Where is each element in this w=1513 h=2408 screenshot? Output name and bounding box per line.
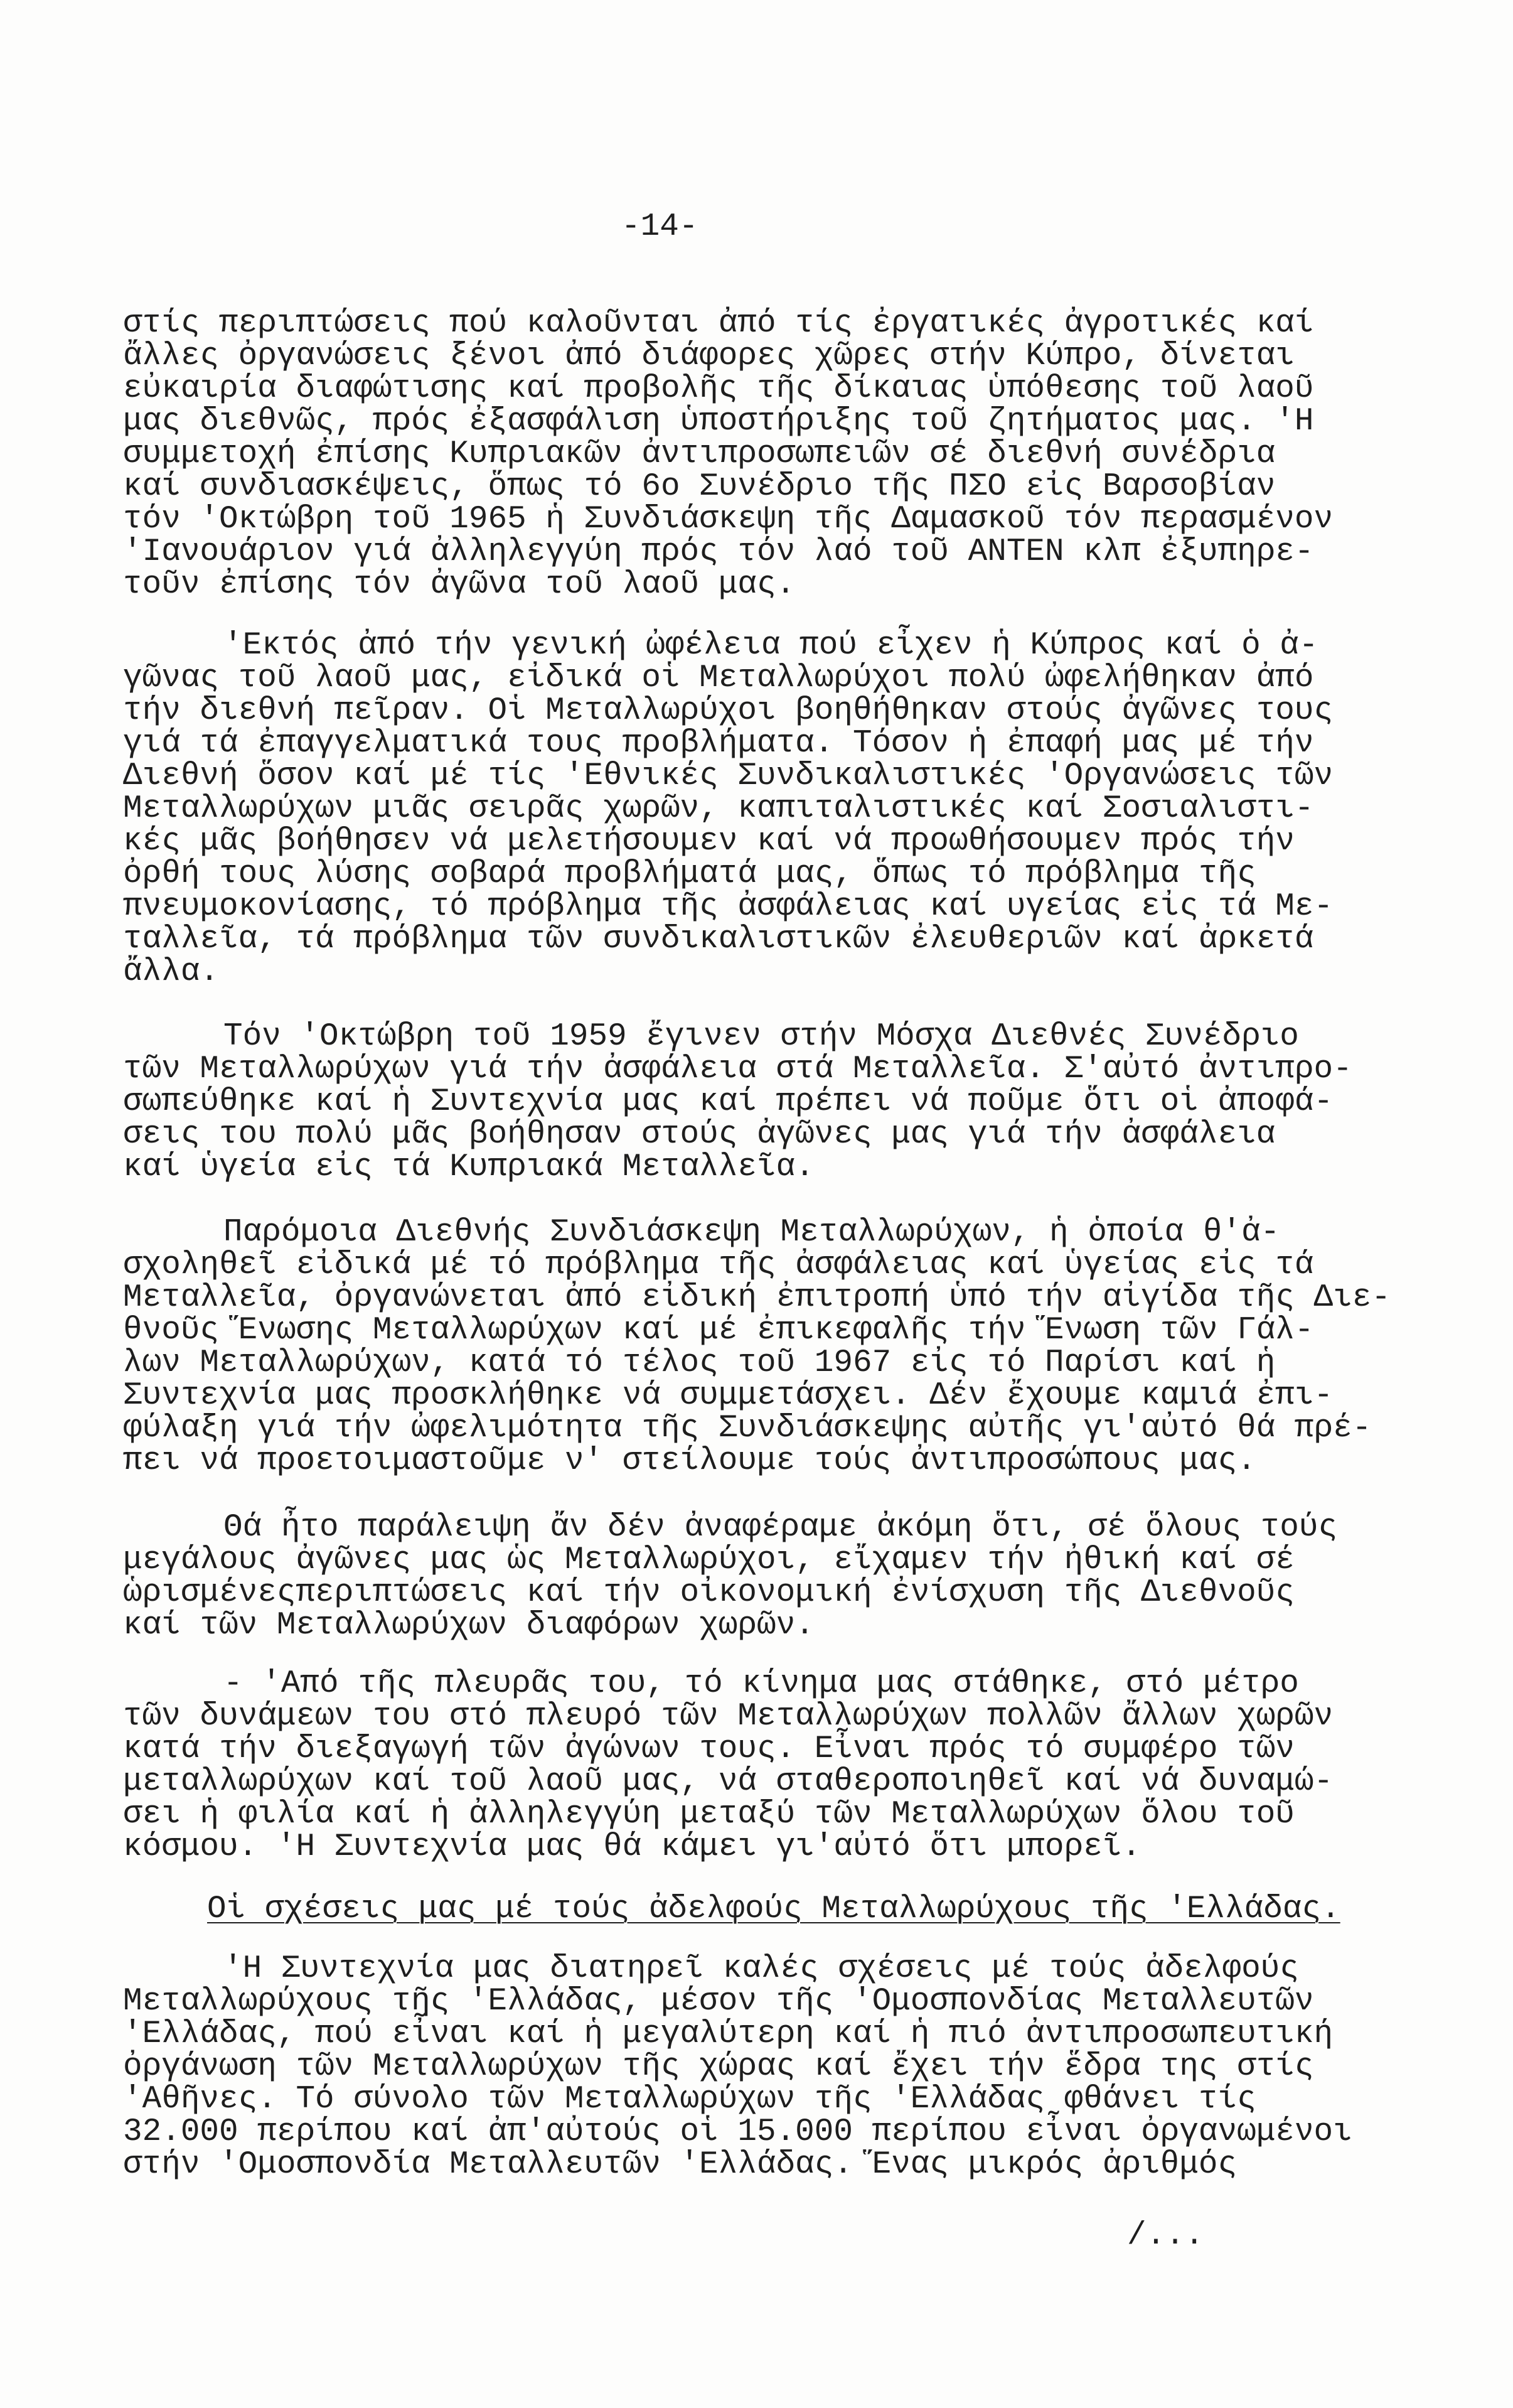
text-line: γῶνας τοῦ λαοῦ μας, εἰδικά οἱ Μεταλλωρύχοι πολύ ὠφελήθηκαν ἀπό <box>123 660 1314 696</box>
text-line: κές μᾶς βοήθησεν νά μελετήσουμεν καί νά προωθήσουμεν πρός τήν <box>123 824 1295 859</box>
continuation-mark: /... <box>1127 2218 1204 2254</box>
text-line: ὡρισμένεςπεριπτώσεις καί τήν οἰκονομική ἐνίσχυση τῆς Διεθνοῦς <box>123 1575 1295 1611</box>
text-line: Μεταλλωρύχων μιᾶς σειρᾶς χωρῶν, καπιταλιστικές καί Σοσιαλιστι- <box>123 791 1314 827</box>
section-heading: Οἱ σχέσεις μας μέ τούς ἀδελφούς Μεταλλωρύχους τῆς 'Ελλάδας. <box>207 1891 1340 1927</box>
text-line: ὀργάνωση τῶν Μεταλλωρύχων τῆς χώρας καί ἔχει τήν ἕδρα της στίς <box>123 2049 1314 2085</box>
paragraph <box>123 1021 1441 1184</box>
paragraph <box>123 630 1441 989</box>
text-line: Θά ἦτο παράλειψη ἄν δέν ἀναφέραμε ἀκόμη ὅτι, σέ ὅλους τούς <box>223 1510 1338 1545</box>
text-line: σεις του πολύ μᾶς βοήθησαν στούς ἀγῶνες μας γιά τήν ἀσφάλεια <box>123 1117 1276 1153</box>
text-line: ταλλεῖα, τά πρόβλημα τῶν συνδικαλιστικῶν ἐλευθεριῶν καί ἀρκετά <box>123 922 1314 957</box>
text-line: στήν 'Ομοσπονδία Μεταλλευτῶν 'Ελλάδας. Ἕνας μικρός ἀριθμός <box>123 2147 1238 2183</box>
text-line: τόν 'Οκτώβρη τοῦ 1965 ἡ Συνδιάσκεψη τῆς Δαμασκοῦ τόν περασμένον <box>123 502 1334 537</box>
text-line: 32.000 περίπου καί ἀπ'αὐτούς οἱ 15.000 περίπου εἶναι ὀργανωμένοι <box>123 2114 1352 2150</box>
text-line: μας διεθνῶς, πρός ἐξασφάλιση ὑποστήριξης τοῦ ζητήματος μας. 'Η <box>123 404 1314 439</box>
text-line: φύλαξη γιά τήν ὠφελιμότητα τῆς Συνδιάσκεψης αὐτῆς γι'αὐτό θά πρέ- <box>123 1411 1372 1446</box>
text-line: λων Μεταλλωρύχων, κατά τό τέλος τοῦ 1967 εἰς τό Παρίσι καί ἡ <box>123 1345 1276 1381</box>
text-line: τῶν δυνάμεων του στό πλευρό τῶν Μεταλλωρύχων πολλῶν ἄλλων χωρῶν <box>123 1699 1334 1734</box>
text-line: 'Ελλάδας, πού εἶναι καί ἡ μεγαλύτερη καί ἡ πιό ἀντιπροσωπευτική <box>123 2016 1334 2052</box>
paragraph <box>123 1217 1441 1478</box>
text-line: συμμετοχή ἐπίσης Κυπριακῶν ἀντιπροσωπειῶν σέ διεθνή συνέδρια <box>123 436 1276 472</box>
text-line: κόσμου. 'Η Συντεχνία μας θά κάμει γι'αὐτό ὅτι μπορεῖ. <box>123 1829 1141 1865</box>
text-line: ἄλλα. <box>123 954 220 990</box>
text-line: σχοληθεῖ εἰδικά μέ τό πρόβλημα τῆς ἀσφάλειας καί ὑγείας εἰς τά <box>123 1247 1314 1283</box>
paragraph <box>123 1512 1441 1642</box>
text-line: καί ὑγεία εἰς τά Κυπριακά Μεταλλεῖα. <box>123 1149 815 1185</box>
text-line: τοῦν ἐπίσης τόν ἀγῶνα τοῦ λαοῦ μας. <box>123 567 796 603</box>
text-line: καί τῶν Μεταλλωρύχων διαφόρων χωρῶν. <box>123 1608 815 1643</box>
text-line: 'Η Συντεχνία μας διατηρεῖ καλές σχέσεις μέ τούς ἀδελφούς <box>223 1951 1299 1987</box>
paragraph <box>123 308 1441 601</box>
text-line: - 'Από τῆς πλευρᾶς του, τό κίνημα μας στάθηκε, στό μέτρο <box>223 1666 1299 1702</box>
text-line: Τόν 'Οκτώβρη τοῦ 1959 ἔγινεν στήν Μόσχα Διεθνές Συνέδριο <box>223 1019 1299 1055</box>
text-line: ἄλλες ὀργανώσεις ξένοι ἀπό διάφορες χῶρες στήν Κύπρο, δίνεται <box>123 338 1295 374</box>
text-line: Μεταλλεῖα, ὀργανώνεται ἀπό εἰδική ἐπιτροπή ὑπό τήν αἰγίδα τῆς Διε- <box>123 1280 1391 1316</box>
text-line: μεγάλους ἀγῶνες μας ὡς Μεταλλωρύχοι, εἴχαμεν τήν ἠθική καί σέ <box>123 1542 1295 1578</box>
text-line: στίς περιπτώσεις πού καλοῦνται ἀπό τίς ἐργατικές ἀγροτικές καί <box>123 306 1314 341</box>
text-line: 'Εκτός ἀπό τήν γενική ὠφέλεια πού εἶχεν ἡ Κύπρος καί ὁ ἀ- <box>223 628 1318 664</box>
text-line: Διεθνή ὅσον καί μέ τίς 'Εθνικές Συνδικαλιστικές 'Οργανώσεις τῶν <box>123 758 1334 794</box>
text-line: εὐκαιρία διαφώτισης καί προβολῆς τῆς δίκαιας ὑπόθεσης τοῦ λαοῦ <box>123 371 1314 407</box>
text-line: τῶν Μεταλλωρύχων γιά τήν ἀσφάλεια στά Μεταλλεῖα. Σ'αὐτό ἀντιπρο- <box>123 1051 1352 1087</box>
text-line: κατά τήν διεξαγωγή τῶν ἀγώνων τους. Εἶναι πρός τό συμφέρο τῶν <box>123 1731 1295 1767</box>
page-number: -14- <box>621 209 698 245</box>
text-line: μεταλλωρύχων καί τοῦ λαοῦ μας, νά σταθεροποιηθεῖ καί νά δυναμώ- <box>123 1764 1334 1800</box>
text-line: καί συνδιασκέψεις, ὅπως τό 6ο Συνέδριο τῆς ΠΣΟ εἰς Βαρσοβίαν <box>123 469 1276 505</box>
text-line: 'Αθῆνες. Τό σύνολο τῶν Μεταλλωρύχων τῆς 'Ελλάδας φθάνει τίς <box>123 2082 1256 2117</box>
text-line: ὀρθή τους λύσης σοβαρά προβλήματά μας, ὅπως τό πρόβλημα τῆς <box>123 856 1256 892</box>
text-line: σει ἡ φιλία καί ἡ ἀλληλεγγύη μεταξύ τῶν Μεταλλωρύχων ὅλου τοῦ <box>123 1797 1295 1832</box>
text-line: πει νά προετοιμαστοῦμε ν' στείλουμε τούς ἀντιπροσώπους μας. <box>123 1443 1256 1479</box>
text-line: σωπεύθηκε καί ἡ Συντεχνία μας καί πρέπει νά ποῦμε ὅτι οἱ ἀποφά- <box>123 1084 1334 1120</box>
text-line: 'Ιανουάριον γιά ἀλληλεγγύη πρός τόν λαό τοῦ ΑΝΤΕΝ κλπ ἐξυπηρε- <box>123 534 1314 570</box>
paragraph <box>123 1953 1441 2181</box>
paragraph <box>123 1668 1441 1864</box>
text-line: Παρόμοια Διεθνής Συνδιάσκεψη Μεταλλωρύχων, ἡ ὁποία θ'ἀ- <box>223 1215 1280 1250</box>
text-line: Συντεχνία μας προσκλήθηκε νά συμμετάσχει. Δέν ἔχουμε καμιά ἐπι- <box>123 1378 1334 1414</box>
text-line: γιά τά ἐπαγγελματικά τους προβλήματα. Τόσον ἡ ἐπαφή μας μέ τήν <box>123 726 1314 761</box>
text-line: Μεταλλωρύχους τῆς 'Ελλάδας, μέσον τῆς 'Ομοσπονδίας Μεταλλευτῶν <box>123 1984 1314 2019</box>
text-line: πνευμοκονίασης, τό πρόβλημα τῆς ἀσφάλειας καί υγείας εἰς τά Με- <box>123 889 1334 925</box>
text-line: θνοῦς Ἕνωσης Μεταλλωρύχων καί μέ ἐπικεφαλῆς τήν Ἕνωση τῶν Γάλ- <box>123 1313 1314 1348</box>
text-line: τήν διεθνή πεῖραν. Οἱ Μεταλλωρύχοι βοηθήθηκαν στούς ἀγῶνες τους <box>123 693 1334 729</box>
